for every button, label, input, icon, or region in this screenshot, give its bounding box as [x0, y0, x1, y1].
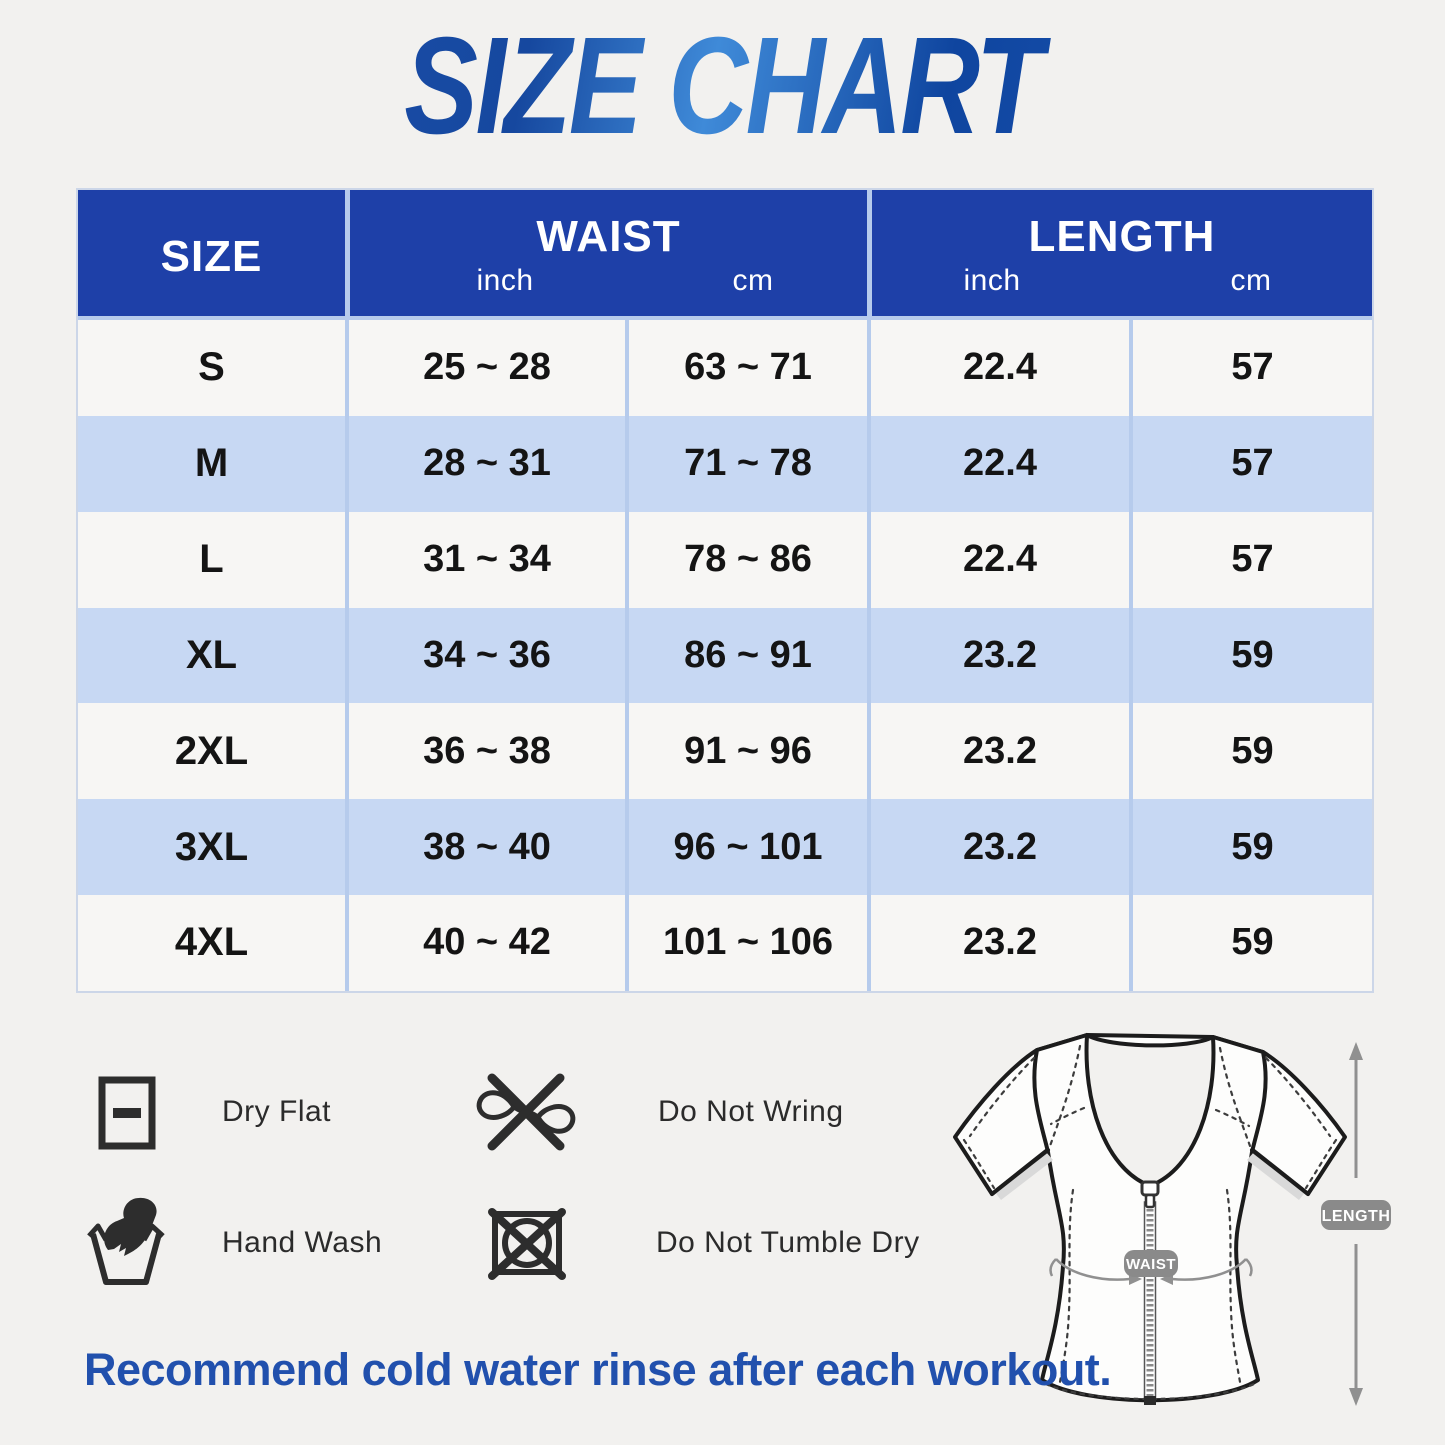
table-row	[78, 608, 1372, 704]
cell-size: 2XL	[174, 728, 249, 773]
table-header-row	[78, 190, 1372, 320]
cell-waist-inch: 31 ~ 34	[345, 512, 625, 608]
header-length-cell	[867, 190, 1372, 316]
length-badge	[1321, 1200, 1391, 1230]
cell-waist-inch: 36 ~ 38	[345, 703, 625, 799]
cell-size: L	[199, 537, 224, 582]
length-badge-label: LENGTH	[1321, 1208, 1391, 1225]
table-row	[78, 703, 1372, 799]
cell-length-cm: 57	[1129, 320, 1372, 416]
cell-length-inch: 23.2	[867, 703, 1129, 799]
header-length-cm-label: cm	[1230, 264, 1272, 297]
cell-length-cm: 59	[1129, 799, 1372, 895]
header-waist-cell	[345, 190, 867, 316]
cell-length-cm: 59	[1129, 703, 1372, 799]
cell-length-cm: 57	[1129, 512, 1372, 608]
care-label-do-not-tumble-dry: Do Not Tumble Dry	[656, 1226, 920, 1259]
cell-size: 3XL	[174, 824, 249, 869]
dry-flat-icon	[98, 1076, 156, 1150]
cell-length-cm: 59	[1129, 608, 1372, 704]
cell-length-cm: 59	[1129, 895, 1372, 991]
cell-length-inch: 23.2	[867, 799, 1129, 895]
header-waist-cm-label: cm	[732, 264, 774, 297]
hand-wash-icon	[86, 1194, 166, 1286]
zipper	[1142, 1182, 1158, 1405]
header-length-inch-label: inch	[963, 264, 1021, 297]
cell-waist-inch: 38 ~ 40	[345, 799, 625, 895]
table-row	[78, 895, 1372, 991]
table-row	[78, 320, 1372, 416]
cell-size: XL	[185, 632, 238, 677]
cell-waist-cm: 71 ~ 78	[625, 416, 867, 512]
cell-size: S	[198, 345, 225, 390]
cell-length-cm: 57	[1129, 416, 1372, 512]
header-size-label: SIZE	[160, 232, 263, 281]
cell-length-inch: 22.4	[867, 320, 1129, 416]
do-not-wring-icon	[472, 1070, 580, 1154]
cell-waist-cm: 78 ~ 86	[625, 512, 867, 608]
cell-waist-inch: 40 ~ 42	[345, 895, 625, 991]
cell-length-inch: 22.4	[867, 512, 1129, 608]
waist-badge-label: WAIST	[1126, 1256, 1176, 1273]
table-row	[78, 799, 1372, 895]
cell-size: M	[194, 441, 229, 486]
table-row	[78, 512, 1372, 608]
size-table	[76, 188, 1374, 993]
table-row	[78, 416, 1372, 512]
header-waist-inch-label: inch	[476, 264, 534, 297]
cell-waist-cm: 91 ~ 96	[625, 703, 867, 799]
header-size-cell	[78, 190, 345, 316]
header-waist-label: WAIST	[536, 212, 681, 261]
cell-waist-cm: 101 ~ 106	[625, 895, 867, 991]
cell-length-inch: 23.2	[867, 895, 1129, 991]
header-length-label: LENGTH	[1028, 212, 1216, 261]
cell-waist-cm: 86 ~ 91	[625, 608, 867, 704]
page-title: SIZE CHART	[145, 14, 1301, 159]
cell-waist-cm: 63 ~ 71	[625, 320, 867, 416]
cell-waist-cm: 96 ~ 101	[625, 799, 867, 895]
care-label-dry-flat: Dry Flat	[222, 1095, 331, 1128]
cell-length-inch: 23.2	[867, 608, 1129, 704]
cell-waist-inch: 28 ~ 31	[345, 416, 625, 512]
cell-length-inch: 22.4	[867, 416, 1129, 512]
care-label-hand-wash: Hand Wash	[222, 1226, 383, 1259]
care-label-do-not-wring: Do Not Wring	[658, 1095, 844, 1128]
waist-badge	[1124, 1250, 1178, 1277]
do-not-tumble-dry-icon	[486, 1204, 568, 1284]
cell-size: 4XL	[174, 920, 249, 965]
cell-waist-inch: 25 ~ 28	[345, 320, 625, 416]
cell-waist-inch: 34 ~ 36	[345, 608, 625, 704]
footer-note: Recommend cold water rinse after each workout.	[84, 1344, 1112, 1395]
